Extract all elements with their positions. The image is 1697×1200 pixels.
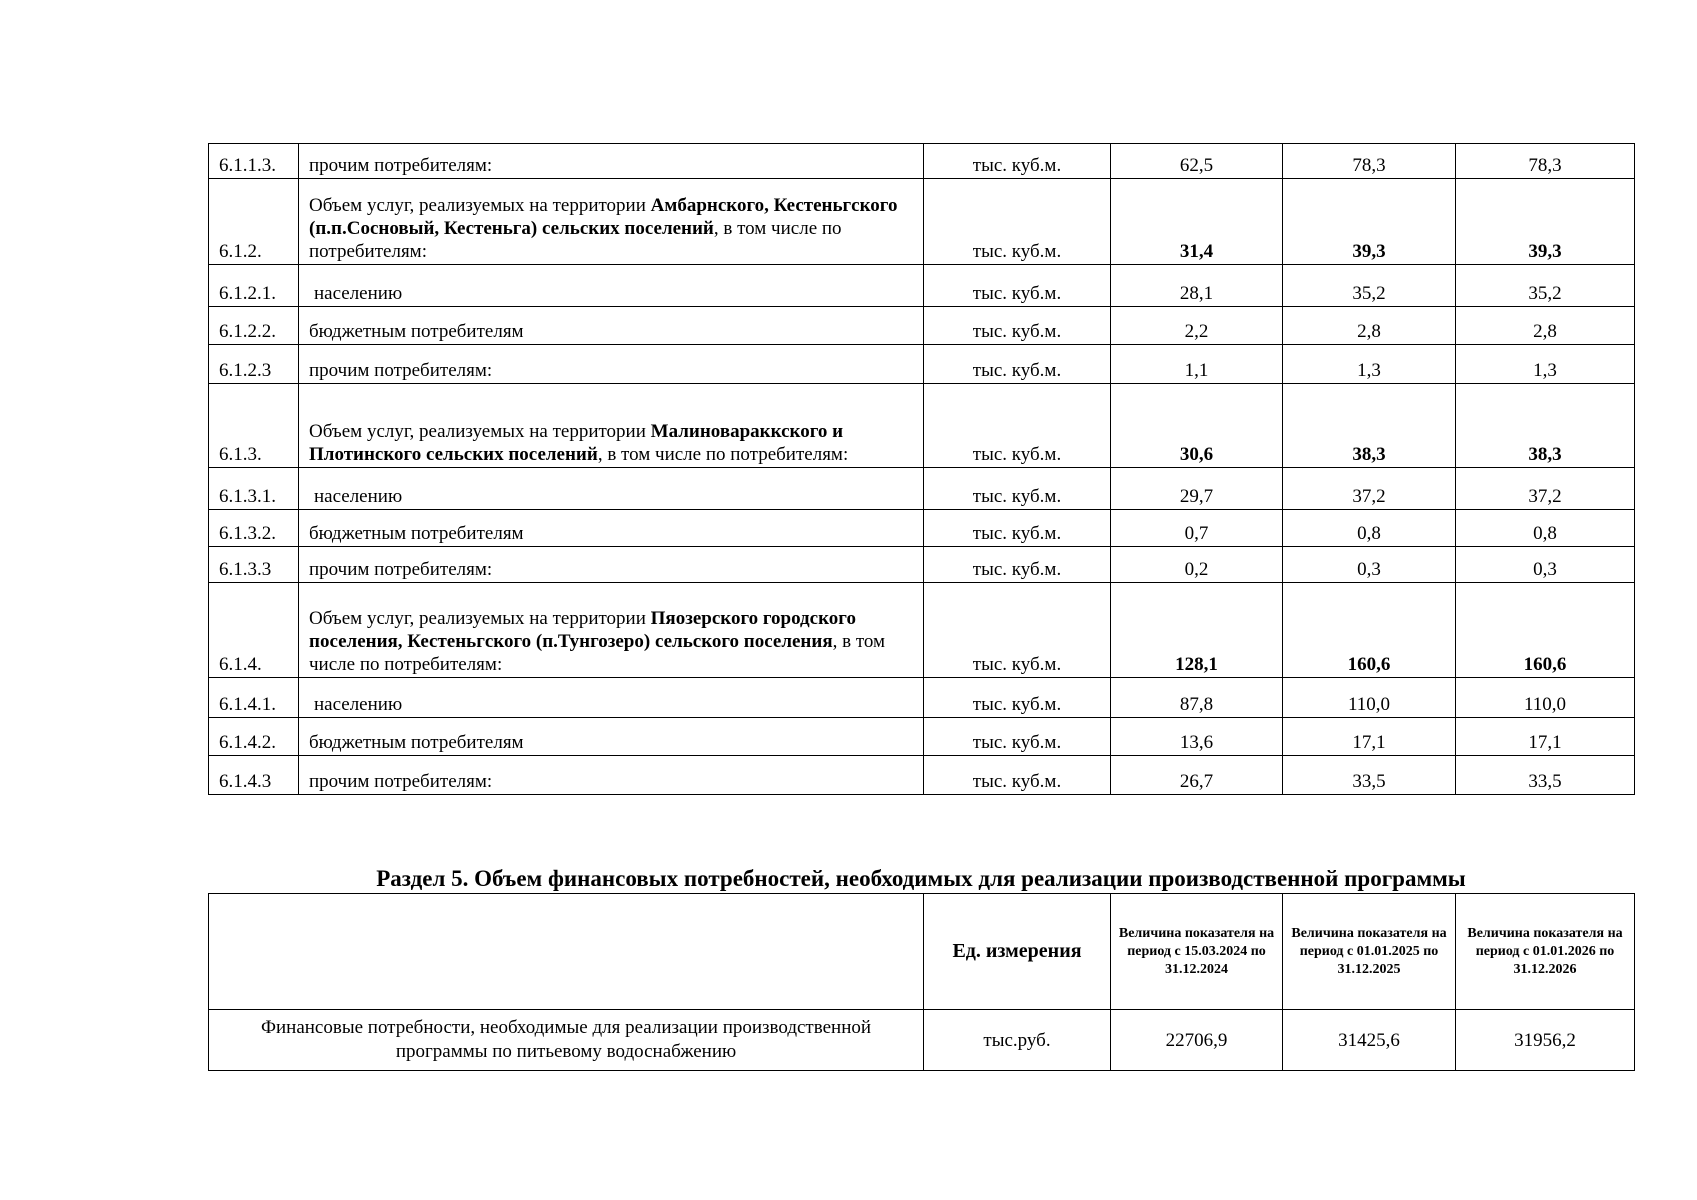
row-number-cell: 6.1.2.2. bbox=[209, 307, 299, 345]
row-name-cell bbox=[299, 547, 924, 583]
table-row bbox=[209, 384, 1635, 468]
table-row bbox=[209, 547, 1635, 583]
row-value-cell: 33,5 bbox=[1456, 756, 1635, 795]
financial-header-row bbox=[209, 894, 1635, 1010]
row-name-text: Объем услуг, реализуемых на территории bbox=[309, 421, 651, 442]
row-number-cell: 6.1.2.1. bbox=[209, 265, 299, 307]
row-name-cell bbox=[299, 179, 924, 265]
row-number-cell: 6.1.3.1. bbox=[209, 468, 299, 510]
header-period-2026: Величина показателя на период с 01.01.2026 по 31.12.2026 bbox=[1456, 894, 1635, 1010]
row-unit-cell: тыс. куб.м. bbox=[924, 144, 1111, 179]
row-value-cell: 39,3 bbox=[1456, 179, 1635, 265]
row-name-text: Пяозерского городского поселения, Кестеньгского (п.Тунгозеро) сельского поселения bbox=[309, 608, 856, 652]
row-number-cell: 6.1.1.3. bbox=[209, 144, 299, 179]
row-number-cell: 6.1.4.1. bbox=[209, 678, 299, 718]
row-unit-cell: тыс. куб.м. bbox=[924, 583, 1111, 678]
table-row bbox=[209, 718, 1635, 756]
row-number-cell: 6.1.2. bbox=[209, 179, 299, 265]
row-name-text: Объем услуг, реализуемых на территории bbox=[309, 608, 651, 629]
row-number-cell: 6.1.4. bbox=[209, 583, 299, 678]
row-name-cell bbox=[299, 345, 924, 384]
row-value-cell: 37,2 bbox=[1456, 468, 1635, 510]
header-period-2025: Величина показателя на период с 01.01.2025 по 31.12.2025 bbox=[1283, 894, 1456, 1010]
row-value-cell: 37,2 bbox=[1283, 468, 1456, 510]
row-value-cell: 29,7 bbox=[1111, 468, 1283, 510]
row-name-text: бюджетным потребителям bbox=[309, 523, 524, 544]
row-unit-cell: тыс. куб.м. bbox=[924, 468, 1111, 510]
table-row bbox=[209, 345, 1635, 384]
financial-value-2025: 31425,6 bbox=[1283, 1010, 1456, 1071]
row-value-cell: 33,5 bbox=[1283, 756, 1456, 795]
row-name-text: прочим потребителям: bbox=[309, 771, 493, 792]
table-row bbox=[209, 144, 1635, 179]
row-value-cell: 38,3 bbox=[1283, 384, 1456, 468]
row-name-cell bbox=[299, 510, 924, 547]
row-name-text: прочим потребителям: bbox=[309, 559, 493, 580]
row-value-cell: 87,8 bbox=[1111, 678, 1283, 718]
row-unit-cell: тыс. куб.м. bbox=[924, 307, 1111, 345]
row-value-cell: 2,8 bbox=[1283, 307, 1456, 345]
row-name-cell bbox=[299, 468, 924, 510]
row-number-cell: 6.1.3. bbox=[209, 384, 299, 468]
row-value-cell: 78,3 bbox=[1456, 144, 1635, 179]
row-value-cell: 0,8 bbox=[1456, 510, 1635, 547]
table-row bbox=[209, 307, 1635, 345]
row-value-cell: 1,3 bbox=[1456, 345, 1635, 384]
row-name-cell bbox=[299, 583, 924, 678]
row-value-cell: 26,7 bbox=[1111, 756, 1283, 795]
row-name-cell bbox=[299, 756, 924, 795]
header-period-2024: Величина показателя на период с 15.03.2024 по 31.12.2024 bbox=[1111, 894, 1283, 1010]
row-name-text: , в том числе по потребителям: bbox=[309, 218, 842, 262]
row-value-cell: 62,5 bbox=[1111, 144, 1283, 179]
row-unit-cell: тыс. куб.м. bbox=[924, 718, 1111, 756]
header-unit-cell: Ед. измерения bbox=[924, 894, 1111, 1010]
volume-table-body bbox=[209, 144, 1635, 795]
table-row bbox=[209, 265, 1635, 307]
row-name-cell bbox=[299, 678, 924, 718]
row-name-cell bbox=[299, 307, 924, 345]
row-value-cell: 0,8 bbox=[1283, 510, 1456, 547]
row-name-cell bbox=[299, 384, 924, 468]
row-unit-cell: тыс. куб.м. bbox=[924, 756, 1111, 795]
row-value-cell: 110,0 bbox=[1283, 678, 1456, 718]
row-unit-cell: тыс. куб.м. bbox=[924, 384, 1111, 468]
row-name-text: бюджетным потребителям bbox=[309, 732, 524, 753]
row-value-cell: 0,2 bbox=[1111, 547, 1283, 583]
row-name-text: Объем услуг, реализуемых на территории bbox=[309, 195, 651, 216]
row-name-text: населению bbox=[314, 694, 403, 715]
table-row bbox=[209, 179, 1635, 265]
row-number-cell: 6.1.4.3 bbox=[209, 756, 299, 795]
row-unit-cell: тыс. куб.м. bbox=[924, 265, 1111, 307]
row-value-cell: 128,1 bbox=[1111, 583, 1283, 678]
financial-value-2026: 31956,2 bbox=[1456, 1010, 1635, 1071]
row-name-text: населению bbox=[314, 486, 403, 507]
financial-unit-cell: тыс.руб. bbox=[924, 1010, 1111, 1071]
row-value-cell: 1,1 bbox=[1111, 345, 1283, 384]
table-row bbox=[209, 510, 1635, 547]
row-number-cell: 6.1.3.2. bbox=[209, 510, 299, 547]
row-value-cell: 2,8 bbox=[1456, 307, 1635, 345]
row-value-cell: 160,6 bbox=[1283, 583, 1456, 678]
row-value-cell: 28,1 bbox=[1111, 265, 1283, 307]
row-name-text: населению bbox=[314, 283, 403, 304]
row-unit-cell: тыс. куб.м. bbox=[924, 179, 1111, 265]
financial-name-cell: Финансовые потребности, необходимые для реализации производственной программы по питьевому водоснабжению bbox=[209, 1010, 924, 1071]
row-unit-cell: тыс. куб.м. bbox=[924, 678, 1111, 718]
row-number-cell: 6.1.2.3 bbox=[209, 345, 299, 384]
section-5-title: Раздел 5. Объем финансовых потребностей, необходимых для реализации производственной программы bbox=[376, 866, 1466, 891]
row-value-cell: 1,3 bbox=[1283, 345, 1456, 384]
row-value-cell: 39,3 bbox=[1283, 179, 1456, 265]
row-name-cell bbox=[299, 718, 924, 756]
volume-table bbox=[208, 143, 1635, 795]
row-name-cell bbox=[299, 144, 924, 179]
row-number-cell: 6.1.3.3 bbox=[209, 547, 299, 583]
table-row bbox=[209, 468, 1635, 510]
financial-row bbox=[209, 1010, 1635, 1071]
row-value-cell: 2,2 bbox=[1111, 307, 1283, 345]
row-name-text: Амбарнского, Кестеньгского (п.п.Сосновый, Кестеньга) сельских поселений bbox=[309, 195, 898, 239]
row-value-cell: 0,3 bbox=[1456, 547, 1635, 583]
row-name-text: прочим потребителям: bbox=[309, 155, 493, 176]
table-row bbox=[209, 756, 1635, 795]
row-name-text: , в том числе по потребителям: bbox=[597, 444, 849, 465]
row-value-cell: 13,6 bbox=[1111, 718, 1283, 756]
row-value-cell: 30,6 bbox=[1111, 384, 1283, 468]
row-value-cell: 78,3 bbox=[1283, 144, 1456, 179]
row-unit-cell: тыс. куб.м. bbox=[924, 547, 1111, 583]
row-number-cell: 6.1.4.2. bbox=[209, 718, 299, 756]
financial-value-2024: 22706,9 bbox=[1111, 1010, 1283, 1071]
row-value-cell: 31,4 bbox=[1111, 179, 1283, 265]
table-row bbox=[209, 678, 1635, 718]
row-name-cell bbox=[299, 265, 924, 307]
row-value-cell: 0,7 bbox=[1111, 510, 1283, 547]
row-value-cell: 38,3 bbox=[1456, 384, 1635, 468]
row-value-cell: 17,1 bbox=[1456, 718, 1635, 756]
row-value-cell: 110,0 bbox=[1456, 678, 1635, 718]
row-value-cell: 35,2 bbox=[1283, 265, 1456, 307]
row-unit-cell: тыс. куб.м. bbox=[924, 345, 1111, 384]
row-unit-cell: тыс. куб.м. bbox=[924, 510, 1111, 547]
row-name-text: , в том числе по потребителям: bbox=[309, 631, 886, 675]
row-value-cell: 35,2 bbox=[1456, 265, 1635, 307]
row-name-text: бюджетным потребителям bbox=[309, 321, 524, 342]
row-name-text: прочим потребителям: bbox=[309, 360, 493, 381]
row-value-cell: 0,3 bbox=[1283, 547, 1456, 583]
header-name-cell bbox=[209, 894, 924, 1010]
financial-needs-table bbox=[208, 893, 1635, 1071]
row-value-cell: 160,6 bbox=[1456, 583, 1635, 678]
row-value-cell: 17,1 bbox=[1283, 718, 1456, 756]
table-row bbox=[209, 583, 1635, 678]
row-name-text: Малиновараккского и Плотинского сельских поселений bbox=[309, 421, 844, 465]
